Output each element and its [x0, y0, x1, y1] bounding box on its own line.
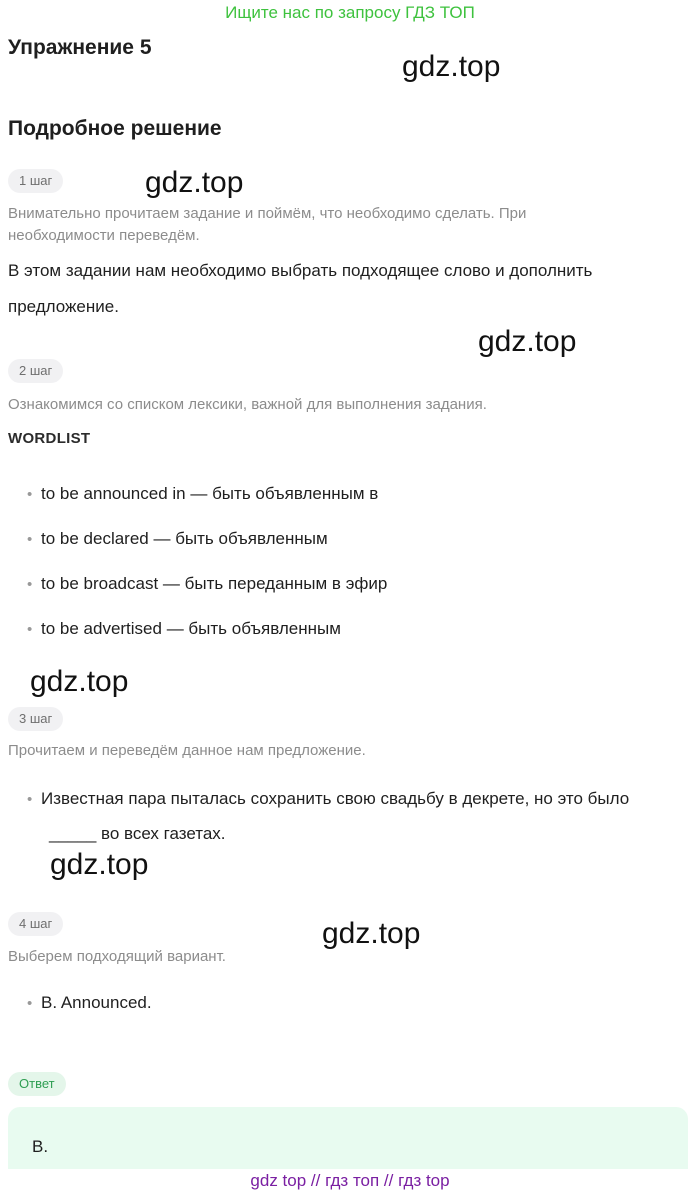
watermark: gdz.top [145, 166, 244, 199]
list-item-text: to be declared — быть объявленным [41, 529, 328, 548]
list-item [27, 574, 387, 594]
step-1-chip [8, 169, 63, 193]
bullet-icon: • [27, 791, 33, 808]
list-item [27, 993, 152, 1013]
list-item [27, 529, 328, 549]
step-label: 3 шаг [8, 707, 63, 731]
watermark: gdz.top [322, 917, 421, 950]
bullet-icon: • [27, 576, 33, 593]
step-2-hint: Ознакомимся со списком лексики, важной для выполнения задания. [8, 396, 487, 413]
bullet-icon: • [27, 621, 33, 638]
list-item-text: B. Announced. [41, 993, 152, 1012]
list-item-text: to be broadcast — быть переданным в эфир [41, 574, 388, 593]
step-1-hint-line-2: необходимости переведём. [8, 227, 200, 244]
step-3-chip [8, 707, 63, 731]
list-item-text: to be announced in — быть объявленным в [41, 484, 379, 503]
list-item [27, 484, 378, 504]
step-3-hint: Прочитаем и переведём данное нам предложение. [8, 742, 366, 759]
watermark: gdz.top [402, 50, 501, 83]
top-banner: Ищите нас по запросу ГДЗ ТОП [225, 3, 475, 22]
list-item-text: to be advertised — быть объявленным [41, 619, 341, 638]
section-title: Подробное решение [8, 117, 222, 140]
step-1-hint-line-1: Внимательно прочитаем задание и поймём, что необходимо сделать. При [8, 205, 527, 222]
watermark: gdz.top [30, 665, 129, 698]
page-title: Упражнение 5 [8, 36, 152, 59]
step-1-text-line-1: В этом задании нам необходимо выбрать подходящее слово и дополнить [8, 261, 593, 280]
list-item [27, 619, 341, 639]
watermark: gdz.top [50, 848, 149, 881]
answer-label: Ответ [8, 1072, 66, 1096]
step-1-text-line-2: предложение. [8, 297, 119, 316]
bullet-icon: • [27, 995, 33, 1012]
answer-chip [8, 1072, 66, 1096]
list-item-text: Известная пара пыталась сохранить свою свадьбу в декрете, но это было [41, 789, 630, 808]
answer-box [8, 1107, 688, 1169]
step-label: 1 шаг [8, 169, 63, 193]
watermark: gdz.top [478, 325, 577, 358]
step-4-hint: Выберем подходящий вариант. [8, 948, 226, 965]
list-item-text-continued: _____ во всех газетах. [49, 824, 226, 843]
step-4-chip [8, 912, 63, 936]
footer-links: gdz top // гдз топ // гдз top [250, 1171, 450, 1190]
list-item [27, 789, 629, 809]
bullet-icon: • [27, 531, 33, 548]
wordlist-heading: WORDLIST [8, 430, 91, 447]
answer-text: B. [32, 1137, 49, 1156]
bullet-icon: • [27, 486, 33, 503]
step-label: 2 шаг [8, 359, 63, 383]
step-label: 4 шаг [8, 912, 63, 936]
step-2-chip [8, 359, 63, 383]
